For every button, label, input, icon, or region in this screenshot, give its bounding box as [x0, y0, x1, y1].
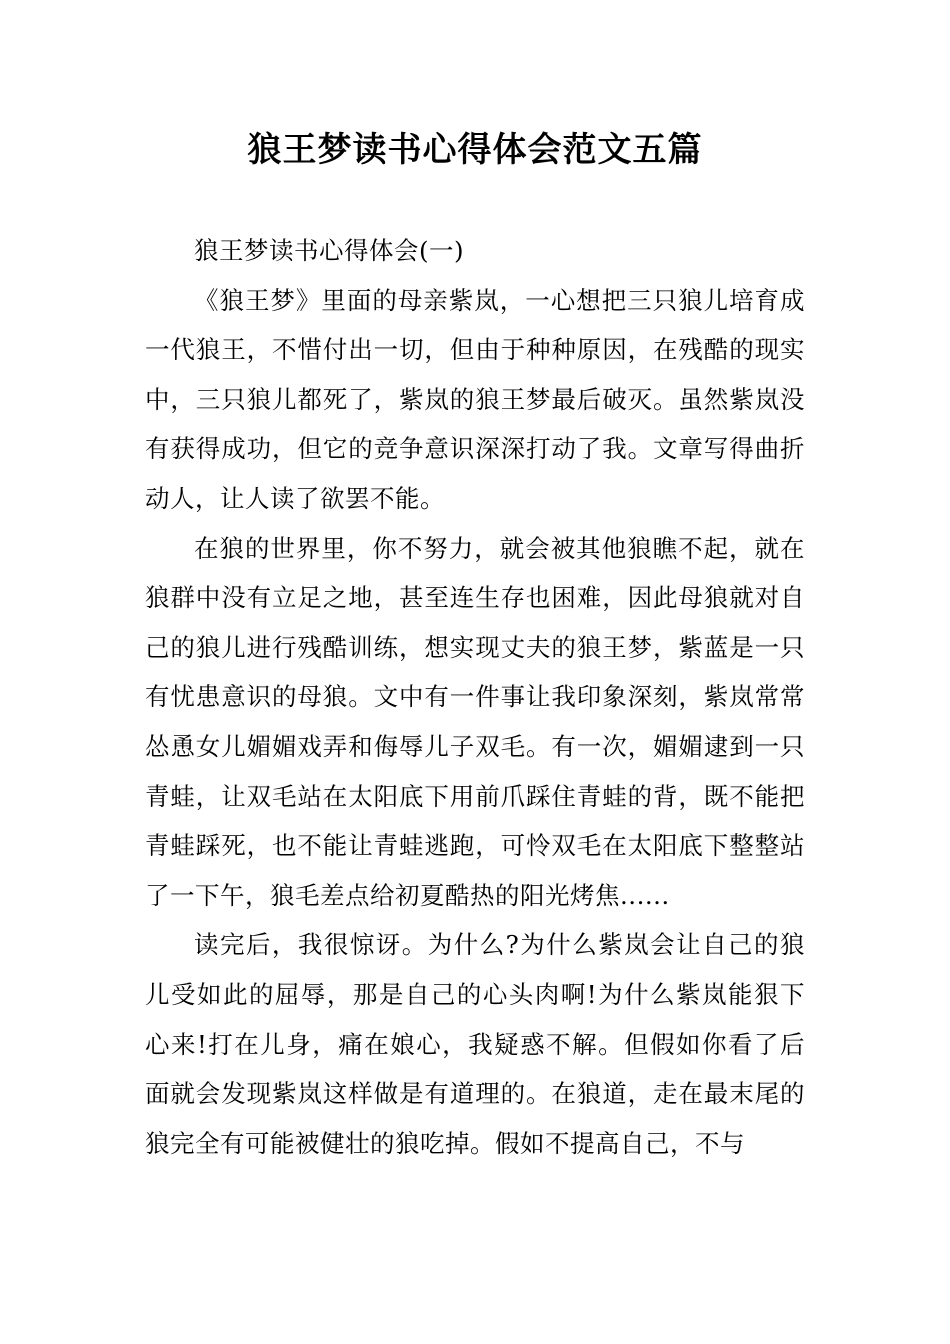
paragraph: 读完后，我很惊讶。为什么?为什么紫岚会让自己的狼儿受如此的屈辱，那是自己的心头肉啊!为什么紫岚能狠下心来!打在儿身，痛在娘心，我疑惑不解。但假如你看了后面就会发现紫岚这样做是有道理的。在狼道，走在最末尾的狼完全有可能被健壮的狼吃掉。假如不提高自己，不与	[145, 930, 805, 1158]
document-body	[145, 226, 805, 1168]
paragraph: 《狼王梦》里面的母亲紫岚，一心想把三只狼儿培育成一代狼王，不惜付出一切，但由于种种原因，在残酷的现实中，三只狼儿都死了，紫岚的狼王梦最后破灭。虽然紫岚没有获得成功，但它的竞争意识深深打动了我。文章写得曲折动人，让人读了欲罢不能。	[145, 285, 805, 513]
paragraph: 在狼的世界里，你不努力，就会被其他狼瞧不起，就在狼群中没有立足之地，甚至连生存也困难，因此母狼就对自己的狼儿进行残酷训练，想实现丈夫的狼王梦，紫蓝是一只有忧患意识的母狼。文中有一件事让我印象深刻，紫岚常常怂恿女儿媚媚戏弄和侮辱儿子双毛。有一次，媚媚逮到一只青蛙，让双毛站在太阳底下用前爪踩住青蛙的背，既不能把青蛙踩死，也不能让青蛙逃跑，可怜双毛在太阳底下整整站了一下午，狼毛差点给初夏酷热的阳光烤焦......	[145, 533, 805, 910]
document-title: 狼王梦读书心得体会范文五篇	[247, 130, 703, 170]
section-heading: 狼王梦读书心得体会(一)	[194, 236, 465, 265]
